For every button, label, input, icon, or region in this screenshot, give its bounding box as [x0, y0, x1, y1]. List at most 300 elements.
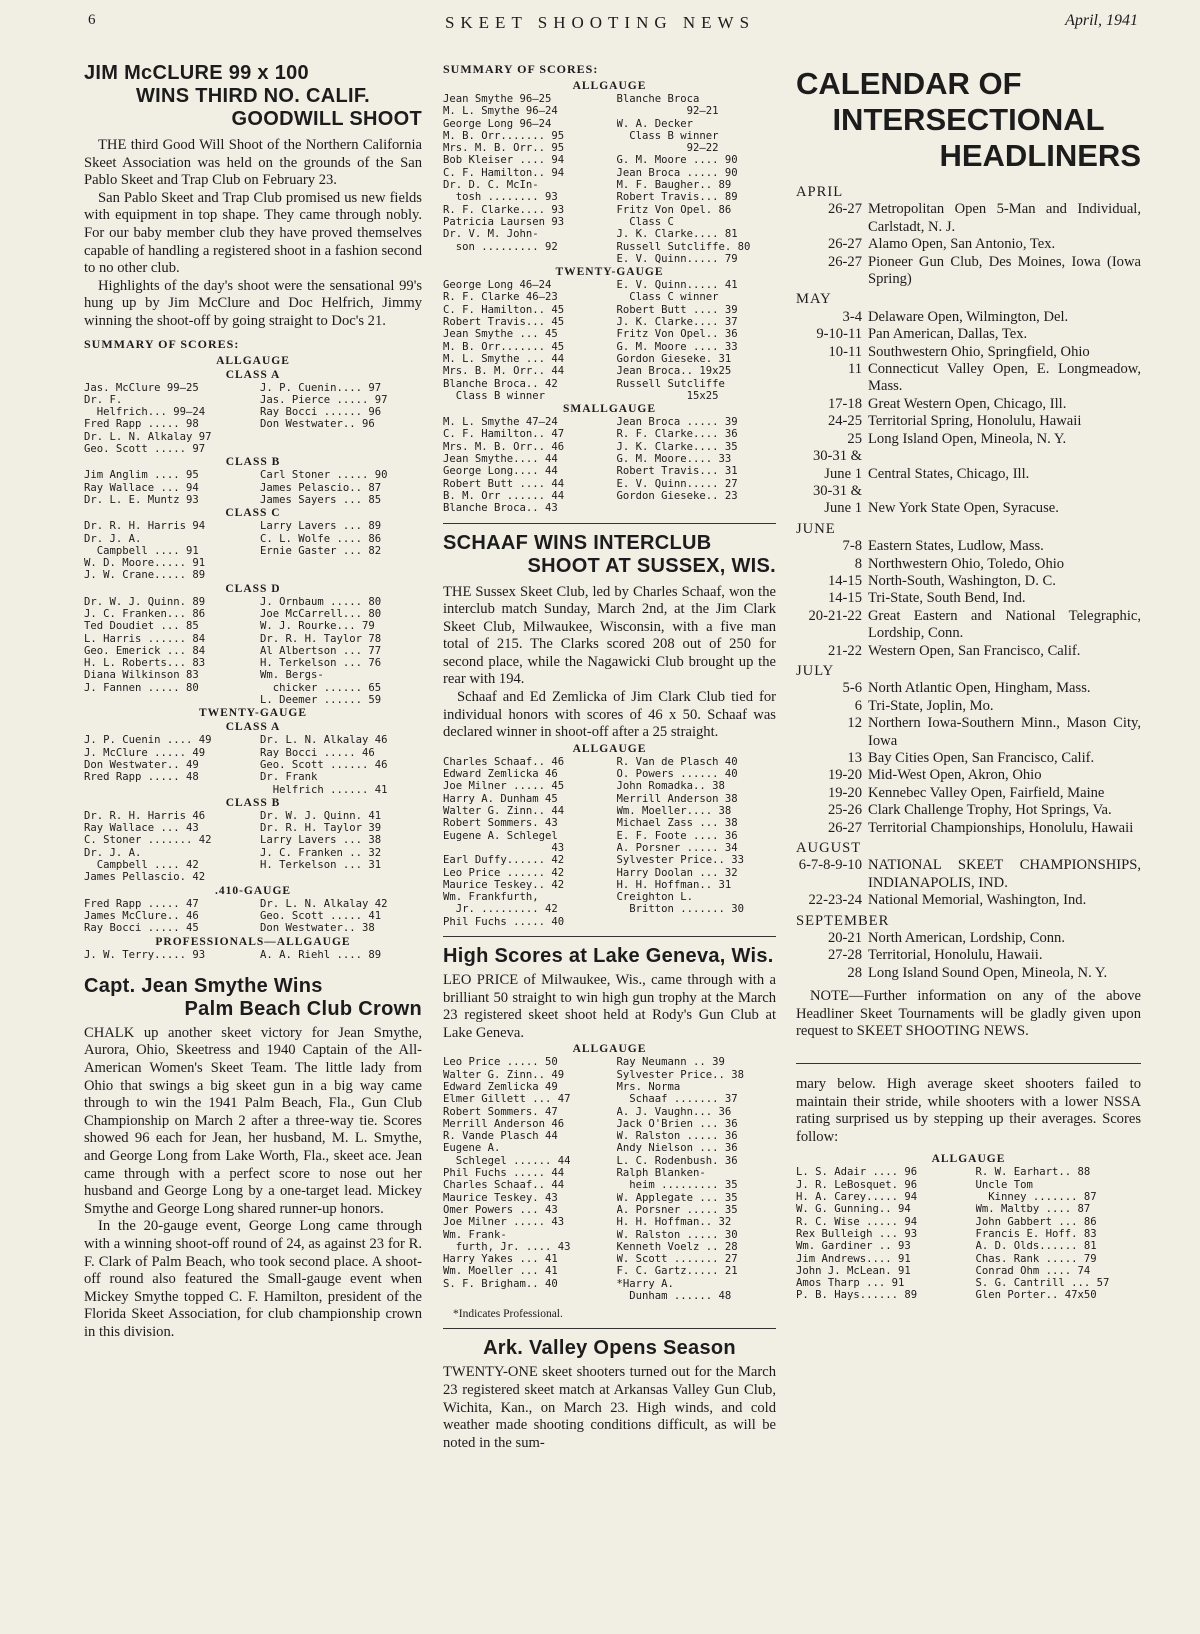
score-entry: Walter G. Zinn.. 44 [443, 805, 565, 818]
event-description: Territorial Championships, Honolulu, Hawaii [868, 819, 1134, 836]
score-group-heading: ALLGAUGE [572, 1043, 647, 1056]
divider [443, 523, 776, 524]
event-dates: 21-22 [827, 642, 862, 659]
score-entry: M. F. Baugher.. 89 [616, 179, 732, 192]
headline-line: JIM McCLURE 99 x 100 [84, 62, 309, 84]
score-entry: Robert Butt .... 44 [443, 477, 565, 490]
score-rows [443, 756, 776, 928]
event-dates: 12 [847, 715, 862, 732]
score-entry: M. L. Smythe ... 44 [443, 352, 565, 365]
score-entry: Joe Milner ..... 43 [443, 1216, 565, 1229]
score-group-heading: TWENTY-GAUGE [555, 266, 664, 279]
calendar-event [796, 201, 1141, 236]
score-entry: M. L. Smythe 96—24 [443, 105, 558, 118]
score-entry: Fritz Von Opel. 86 [616, 203, 732, 216]
event-dates: 28 [847, 964, 862, 981]
score-entry: M. B. Orr....... 45 [443, 340, 565, 353]
event-description: Metropolitan Open 5-Man and Individual, Carlstadt, N. J. [868, 201, 1141, 235]
score-entry: G. M. Moore .... 33 [616, 340, 738, 353]
article-headline [443, 945, 776, 968]
score-entry: Dr. R. H. Taylor 39 [260, 822, 382, 835]
score-entry: Robert Sommers. 47 [443, 1105, 558, 1118]
calendar-event [796, 698, 1141, 715]
calendar-event [796, 643, 1141, 660]
score-entry [260, 569, 422, 581]
calendar-event [796, 448, 1141, 465]
score-entry: R. F. Clarke.... 36 [616, 428, 738, 441]
score-entry: Mrs. B. M. Orr.. 44 [443, 365, 565, 378]
event-description: NATIONAL SKEET CHAMPIONSHIPS, INDIANAPOLIS, IND. [868, 857, 1141, 891]
score-table [443, 1042, 776, 1302]
score-rows [84, 949, 422, 961]
score-entry: Dr. J. A. [84, 846, 142, 859]
score-entry: Conrad Ohm .... 74 [975, 1264, 1091, 1277]
event-dates: 6-7-8-9-10 [798, 857, 862, 874]
score-entry: Creighton L. [616, 891, 694, 904]
score-entry: Chas. Rank ..... 79 [975, 1252, 1097, 1265]
article-headline [84, 62, 422, 131]
score-entry: Phil Fuchs ..... 44 [443, 1167, 565, 1180]
score-entry: W. Ralston ..... 36 [616, 1130, 738, 1143]
event-description: Great Eastern and National Telegraphic, Lordship, Conn. [868, 607, 1141, 642]
score-group-heading: TWENTY-GAUGE [198, 707, 308, 720]
event-description: Kennebec Valley Open, Fairfield, Maine [868, 784, 1105, 801]
score-entry: Fritz Von Opel.. 36 [616, 328, 738, 341]
score-entry: Dr. L. N. Alkalay 42 [260, 897, 388, 910]
score-entry: Wm. Bergs- [260, 669, 324, 682]
article-headline [84, 975, 422, 1021]
score-entry: Ray Bocci ...... 96 [260, 406, 382, 419]
score-entry: Fred Rapp ..... 98 [84, 418, 199, 431]
calendar-event [796, 947, 1141, 964]
score-entry: 43 [443, 841, 565, 854]
score-entry: Helfrich... 99—24 [84, 406, 206, 419]
score-rows [84, 898, 422, 935]
score-entry: A. Porsner ..... 34 [616, 841, 738, 854]
score-entry: Charles Schaaf.. 44 [443, 1179, 565, 1192]
event-dates: 14-15 [827, 572, 862, 589]
score-entry [260, 557, 422, 569]
score-entry: Leo Price ...... 42 [443, 866, 565, 879]
score-entry: W. D. Moore..... 91 [84, 557, 206, 570]
score-entry [617, 916, 777, 928]
score-entry [84, 694, 246, 706]
calendar-event [796, 785, 1141, 802]
score-entry: E. V. Quinn..... 41 [616, 279, 738, 292]
score-entry: Maurice Teskey. 43 [443, 1191, 558, 1204]
summary-title: SUMMARY OF SCORES: [84, 336, 240, 351]
score-entry: R. Vande Plasch 44 [443, 1130, 558, 1143]
event-description: Eastern States, Ludlow, Mass. [868, 538, 1044, 555]
calendar-month: AUGUST [796, 840, 862, 857]
score-entry: 92—21 [616, 105, 719, 118]
score-group-heading: ALLGAUGE [931, 1153, 1006, 1166]
score-entry: Ray Bocci ..... 46 [260, 746, 375, 759]
score-entry: Jas. Pierce ..... 97 [260, 393, 388, 406]
calendar-event [796, 802, 1141, 819]
score-entry: Dr. R. H. Taylor 78 [260, 632, 382, 645]
event-description: New York State Open, Syracuse. [868, 500, 1059, 517]
score-entry: James Pellascio. 42 [84, 871, 206, 884]
score-entry: Gordon Gieseke.. 23 [616, 489, 738, 502]
article-paragraph: THE third Good Will Shoot of the Northern California Skeet Association was held on the grounds of the San Pablo Skeet and Trap Club on February 23. [84, 137, 422, 189]
score-group-heading: ALLGAUGE [216, 354, 290, 367]
score-entry: J. C. Franken .. 32 [260, 846, 382, 859]
score-entry: Fred Rapp ..... 47 [84, 897, 199, 910]
event-description: Connecticut Valley Open, E. Longmeadow, Mass. [868, 361, 1141, 395]
article-paragraph: CHALK up another skeet victory for Jean Smythe, Aurora, Ohio, Skeetress and 1940 Captain of the All-American Women's Skeet Team. The little lady from Ohio that swings a big skeet gun in a big way came through to win the 1941 Palm Beach, Fla., Gun Club Championship on March 2 after a three-way tie. Scores showed 96 each for Jean, her husband, M. L. Smythe, and George Long from Lake Worth, Fla., skeet ace. Jean came through with a perfect score to nose out her husband and George Long by a one-target lead. Mickey Smythe and George Long shared runner-up honors. [84, 1024, 422, 1217]
score-entry: L. Deemer ...... 59 [260, 694, 382, 707]
score-entry: Leo Price ..... 50 [443, 1056, 558, 1069]
score-entry: Britton ....... 30 [616, 903, 745, 916]
score-rows [443, 1056, 776, 1302]
score-entry: Robert Sommers. 43 [443, 817, 558, 830]
event-dates: 30-31 & [812, 448, 862, 465]
score-entry: Charles Schaaf.. 46 [443, 755, 565, 768]
score-entry: Blanche Broca.. 42 [443, 377, 558, 390]
headline-line: Ark. Valley Opens Season [483, 1337, 736, 1360]
score-entry: Robert Butt .... 39 [616, 303, 738, 316]
score-entry [443, 253, 603, 265]
score-entry: James Pelascio.. 87 [260, 481, 382, 494]
score-entry: A. J. Vaughn... 36 [616, 1105, 732, 1118]
score-entry: J. Ornbaum ..... 80 [260, 595, 382, 608]
calendar-title-line: CALENDAR OF [796, 66, 1022, 101]
event-dates: 22-23-24 [808, 892, 862, 909]
event-description: Mid-West Open, Akron, Ohio [868, 767, 1042, 784]
calendar-title-line: HEADLINERS [939, 138, 1141, 173]
score-entry: Larry Lavers ... 89 [260, 520, 382, 533]
score-entry: W. J. Rourke... 79 [260, 620, 375, 633]
article-paragraph: San Pablo Skeet and Trap Club promised us new fields with equipment in top shape. They came through nobly. For our baby member club they have proved themselves capable of handling a registered shoot in a fashion second to no other club. [84, 189, 422, 277]
score-entry: Jean Broca.. 19x25 [616, 365, 732, 378]
score-entry: Edward Zemlicka 46 [443, 768, 558, 781]
score-rows [84, 382, 422, 456]
score-entry: Jim Anglim .... 95 [84, 469, 199, 482]
score-entry: Harry Yakes ... 41 [443, 1253, 558, 1266]
calendar-month: JULY [796, 662, 835, 679]
score-entry: J. R. LeBosquet. 96 [796, 1178, 918, 1191]
score-entry [260, 443, 422, 455]
score-entry: S. F. Brigham.. 40 [443, 1277, 558, 1290]
score-entry: Jean Smythe ... 45 [443, 328, 558, 341]
score-entry: Jim Andrews.... 91 [796, 1252, 911, 1265]
score-entry: A. D. Olds...... 81 [975, 1240, 1097, 1253]
score-entry: Eugene A. Schlegel [443, 829, 558, 842]
score-entry: Ray Wallace ... 94 [84, 481, 199, 494]
score-entry: H. H. Hoffman.. 31 [616, 878, 732, 891]
score-entry: Dr. L. N. Alkalay 97 [84, 430, 212, 443]
score-entry: Dr. F. [84, 393, 123, 406]
score-entry: John Gabbert ... 86 [975, 1215, 1097, 1228]
score-entry: Amos Tharp ... 91 [796, 1277, 905, 1290]
score-entry: Dr. W. J. Quinn. 89 [84, 595, 206, 608]
score-group-heading: CLASS A [225, 721, 281, 734]
headline-line: Capt. Jean Smythe Wins [84, 974, 323, 997]
score-entry: H. L. Roberts... 83 [84, 657, 206, 670]
score-entry: Don Westwater.. 49 [84, 758, 199, 771]
event-description: North-South, Washington, D. C. [868, 572, 1056, 589]
score-entry: C. Stoner ....... 42 [84, 834, 212, 847]
calendar-event [796, 396, 1141, 413]
calendar-event [796, 608, 1141, 643]
score-entry: Geo. Scott ..... 97 [84, 443, 206, 456]
calendar-event [796, 236, 1141, 253]
score-entry [260, 431, 422, 443]
event-dates: 26-27 [827, 253, 862, 270]
score-group-heading: ALLGAUGE [572, 742, 647, 755]
event-dates: 17-18 [827, 395, 862, 412]
calendar-event [796, 820, 1141, 837]
score-entry: H. Terkelson ... 76 [260, 657, 382, 670]
score-entry: C. F. Hamilton.. 45 [443, 303, 565, 316]
score-entry: Helfrich ...... 41 [260, 783, 388, 796]
score-entry: R. Van de Plasch 40 [616, 755, 738, 768]
score-entry: Jas. McClure 99—25 [84, 381, 199, 394]
score-entry: Campbell .... 42 [84, 859, 199, 872]
headline-line: Palm Beach Club Crown [184, 997, 422, 1020]
score-entry: Class C winner [616, 291, 719, 304]
event-description: North American, Lordship, Conn. [868, 930, 1065, 947]
headline-line: WINS THIRD NO. CALIF. [135, 85, 371, 107]
headline-line: SHOOT AT SUSSEX, WIS. [527, 554, 776, 577]
event-dates: 26-27 [827, 201, 862, 218]
score-entry: Edward Zemlicka 49 [443, 1080, 558, 1093]
score-entry: Ernie Gaster ... 82 [260, 544, 382, 557]
score-entry: Uncle Tom [975, 1178, 1033, 1191]
article-paragraph: Highlights of the day's shoot were the sensational 99's hung up by Jim McClure and Doc Helfrich, Jimmy winning the shoot-off by going straight to Doc's 21. [84, 277, 422, 329]
score-entry: Diana Wilkinson 83 [84, 669, 199, 682]
event-dates: 3-4 [842, 308, 862, 325]
event-dates: 25 [847, 430, 862, 447]
score-entry: Jean Smythe 96—25 [443, 93, 552, 105]
score-entry: Dr. J. A. [84, 532, 142, 545]
score-entry: J. C. Franken... 86 [84, 607, 206, 620]
score-entry: Campbell .... 91 [84, 544, 199, 557]
article-paragraph: In the 20-gauge event, George Long came through with a winning shoot-off round of 24, as against 23 for R. F. Clark of Palm Beach, who took second place. A shoot-off round also featured the Small-gauge event when Mickey Smythe topped C. F. Hamilton, president of the Florida Skeet Association, for club championship crown in this division. [84, 1218, 422, 1340]
calendar-title-line: INTERSECTIONAL [832, 102, 1105, 137]
article-headline [443, 1337, 776, 1360]
score-entry: George Long 46—24 [443, 279, 552, 292]
score-entry: Schaaf ....... 37 [616, 1093, 738, 1106]
divider [443, 1328, 776, 1329]
score-entry: Wm. Maltby .... 87 [975, 1203, 1091, 1216]
score-entry: G. M. Moore .... 90 [616, 154, 738, 167]
score-entry: Al Albertson ... 77 [260, 644, 382, 657]
score-entry: J. Fannen ..... 80 [84, 681, 199, 694]
calendar-event [796, 483, 1141, 500]
score-entry: Ray Neumann .. 39 [616, 1056, 725, 1069]
score-rows [84, 469, 422, 506]
event-description: Alamo Open, San Antonio, Tex. [868, 236, 1056, 253]
event-dates: 10-11 [828, 343, 862, 360]
masthead: SKEET SHOOTING NEWS [444, 13, 756, 32]
score-entry: E. V. Quinn..... 79 [616, 252, 738, 265]
score-entry: Harry A. Dunham 45 [443, 792, 558, 805]
score-entry: Russell Sutcliffe. 80 [616, 240, 751, 253]
calendar-event [796, 538, 1141, 555]
score-entry: Class B winner [443, 389, 546, 402]
score-entry: F. C. Gartz..... 21 [616, 1265, 738, 1278]
calendar-month: MAY [796, 291, 832, 308]
event-description: Pan American, Dallas, Tex. [868, 326, 1028, 343]
score-entry: heim ......... 35 [616, 1179, 738, 1192]
score-entry: H. H. Hoffman.. 32 [616, 1216, 732, 1229]
score-group-heading: CLASS C [225, 507, 281, 520]
score-entry: Wm. Gardiner .. 93 [796, 1240, 911, 1253]
page-number: 6 [88, 12, 96, 28]
event-dates: 26-27 [827, 819, 862, 836]
score-entry: Dr. W. J. Quinn. 41 [260, 809, 382, 822]
score-entry: Rex Bulleigh ... 93 [796, 1227, 918, 1240]
score-entry: 15x25 [616, 389, 719, 402]
score-entry: George Long.... 44 [443, 465, 558, 478]
score-entry: Merrill Anderson 46 [443, 1117, 565, 1130]
calendar-event [796, 590, 1141, 607]
score-entry: L. C. Rodenbush. 36 [616, 1154, 738, 1167]
calendar-event [796, 930, 1141, 947]
score-entry: Patricia Laursen 93 [443, 215, 565, 228]
score-entry: L. Harris ...... 84 [84, 632, 206, 645]
score-rows [84, 596, 422, 707]
score-entry: Mrs. M. B. Orr.. 95 [443, 142, 565, 155]
score-entry: John Romadka.. 38 [616, 780, 725, 793]
score-entry: Ray Wallace ... 43 [84, 822, 199, 835]
score-entry: J. P. Cuenin.... 97 [260, 381, 382, 394]
score-entry: Dr. Frank [260, 771, 318, 784]
score-table [796, 1152, 1141, 1301]
calendar-event [796, 309, 1141, 326]
score-entry: J. K. Clarke.... 81 [616, 228, 738, 241]
score-rows [84, 734, 422, 795]
divider [796, 1063, 1141, 1064]
score-entry: Eugene A. [443, 1142, 501, 1155]
score-entry: J. P. Cuenin .... 49 [84, 734, 212, 747]
score-entry [443, 1290, 603, 1302]
score-entry: P. B. Hays...... 89 [796, 1289, 918, 1302]
calendar-note: NOTE—Further information on any of the above Headliner Skeet Tournaments will be gladly given upon request to SKEET SHOOTING NEWS. [796, 988, 1141, 1040]
event-dates: 6 [854, 697, 862, 714]
score-entry: Robert Travis... 89 [616, 191, 738, 204]
score-entry: Jean Broca ..... 90 [616, 166, 738, 179]
score-entry: James Sayers ... 85 [260, 493, 382, 506]
score-entry: H. A. Carey..... 94 [796, 1191, 918, 1204]
score-entry: Russell Sutcliffe [616, 377, 725, 390]
score-group-heading: CLASS B [225, 456, 281, 469]
score-entry: Dr. L. E. Muntz 93 [84, 493, 199, 506]
calendar-event [796, 413, 1141, 430]
score-entry: Ted Doudiet ... 85 [84, 620, 199, 633]
headline-line: GOODWILL SHOOT [231, 108, 422, 130]
calendar-event [796, 680, 1141, 697]
event-description: Tri-State, Joplin, Mo. [868, 697, 994, 714]
score-entry: Geo. Emerick ... 84 [84, 644, 206, 657]
score-entry: G. M. Moore.... 33 [616, 453, 732, 466]
calendar-event [796, 326, 1141, 343]
article-paragraph: Schaaf and Ed Zemlicka of Jim Clark Club tied for individual honors with scores of 46 x 50. Schaaf was declared winner in shoot-off after a 25 straight. [443, 689, 776, 741]
calendar-month: JUNE [796, 520, 836, 537]
event-dates: 20-21-22 [808, 607, 862, 624]
event-description: Tri-State, South Bend, Ind. [868, 590, 1026, 607]
calendar-title [796, 66, 1141, 174]
calendar-list [796, 184, 1141, 982]
score-entry: Larry Lavers ... 38 [260, 834, 382, 847]
score-entry: Joe McCarrell... 80 [260, 607, 382, 620]
score-entry: Class C [616, 215, 674, 228]
score-entry: Don Westwater.. 38 [260, 922, 375, 935]
event-dates: 5-6 [842, 680, 862, 697]
calendar-event [796, 573, 1141, 590]
score-entry: Maurice Teskey.. 42 [443, 878, 565, 891]
score-group-heading: .410-GAUGE [214, 884, 292, 897]
event-description: Delaware Open, Wilmington, Del. [868, 308, 1069, 325]
score-entry: Wm. Frankfurth, [443, 891, 539, 904]
score-entry: E. V. Quinn..... 27 [616, 477, 738, 490]
score-entry: 92—22 [616, 142, 719, 155]
event-dates: 8 [854, 555, 862, 572]
score-entry: chicker ...... 65 [260, 681, 382, 694]
score-entry: B. M. Orr ...... 44 [443, 489, 565, 502]
score-entry: Wm. Moeller.... 38 [616, 805, 732, 818]
score-entry: son ......... 92 [443, 240, 558, 253]
calendar-event [796, 254, 1141, 289]
event-dates: 11 [847, 361, 862, 378]
event-description: Territorial Spring, Honolulu, Hawaii [868, 413, 1082, 430]
score-entry: Blanche Broca [616, 93, 700, 105]
event-description: Central States, Chicago, Ill. [868, 465, 1030, 482]
headline-line: High Scores at Lake Geneva, Wis. [443, 945, 774, 967]
score-entry: Harry Doolan ... 32 [616, 866, 738, 879]
event-dates: 7-8 [842, 538, 862, 555]
event-description: Pioneer Gun Club, Des Moines, Iowa (Iowa Spring) [868, 253, 1141, 288]
event-description: Northwestern Ohio, Toledo, Ohio [868, 555, 1065, 572]
score-entry: Don Westwater.. 96 [260, 418, 375, 431]
calendar-event [796, 431, 1141, 448]
score-entry: O. Powers ...... 40 [616, 768, 738, 781]
score-entry: Earl Duffy...... 42 [443, 854, 565, 867]
score-entry: Carl Stoner ..... 90 [260, 469, 388, 482]
score-group-heading: SMALLGAUGE [562, 403, 657, 416]
score-entry: R. F. Clarke 46—23 [443, 291, 558, 304]
score-entry: Gordon Gieseke. 31 [616, 352, 732, 365]
score-entry: Schlegel ...... 44 [443, 1154, 571, 1167]
score-entry: W. Applegate ... 35 [616, 1191, 738, 1204]
score-entry: Francis E. Hoff. 83 [975, 1227, 1097, 1240]
score-entry: Robert Travis... 31 [616, 465, 738, 478]
score-entry: Joe Milner ..... 45 [443, 780, 565, 793]
event-dates: 9-10-11 [816, 326, 862, 343]
score-entry: Kinney ....... 87 [975, 1191, 1097, 1204]
article-paragraph: LEO PRICE of Milwaukee, Wis., came through with a brilliant 50 straight to win high gun trophy at the March 23 registered skeet shoot held at Rody's Gun Club at Lake Geneva. [443, 972, 776, 1041]
score-entry: L. S. Adair .... 96 [796, 1166, 918, 1179]
event-dates: June 1 [824, 465, 862, 482]
score-entry: Ralph Blanken- [616, 1167, 706, 1180]
score-entry: Dunham ...... 48 [616, 1290, 732, 1303]
score-entry: Dr. D. C. McIn- [443, 179, 539, 192]
score-entry [260, 871, 422, 883]
score-entry: Kenneth Voelz .. 28 [616, 1240, 738, 1253]
article-paragraph: THE Sussex Skeet Club, led by Charles Schaaf, won the interclub match Sunday, March 2nd, at the Jim Clark Skeet Club, Milwaukee, Wisconsin, with a five man total of 215. The Clarks scored 208 out of 250 for second place, while the Nagawicki Club brought up the rear with 194. [443, 583, 776, 688]
calendar-month: APRIL [796, 184, 844, 200]
score-entry: H. Terkelson ... 31 [260, 859, 382, 872]
event-dates: June 1 [824, 500, 862, 517]
calendar-event [796, 344, 1141, 361]
score-entry: Jack O'Brien ... 36 [616, 1117, 738, 1130]
score-group-heading: CLASS D [225, 582, 281, 595]
score-entry: Phil Fuchs ..... 40 [443, 915, 565, 928]
score-entry: John J. McLean. 91 [796, 1264, 911, 1277]
calendar-month: SEPTEMBER [796, 912, 890, 929]
